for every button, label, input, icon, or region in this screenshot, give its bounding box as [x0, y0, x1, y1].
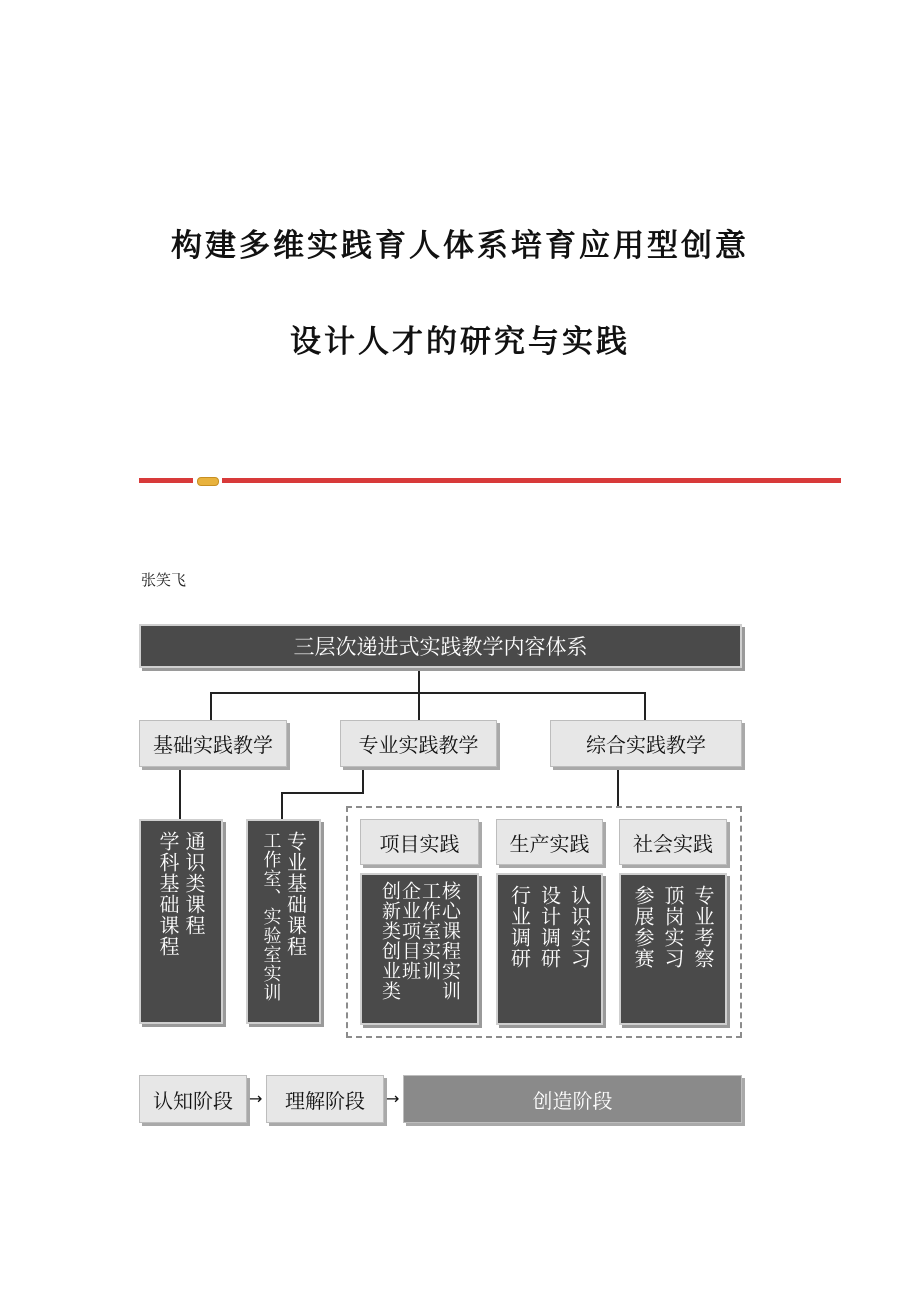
stage-understanding: 理解阶段: [266, 1075, 384, 1123]
social-item-3: 参展参赛: [631, 885, 655, 969]
stage-creation: 创造阶段: [403, 1075, 742, 1123]
studio-training-col-1: 专业基础课程: [283, 831, 308, 957]
arrow-right-icon: →: [386, 1089, 400, 1108]
connector-prof-to-studio: [281, 792, 283, 819]
diagram-root-title: 三层次递进式实践教学内容体系: [139, 624, 742, 668]
level1-comprehensive-practice: 综合实践教学: [550, 720, 742, 767]
document-title-line-2: 设计人才的研究与实践: [290, 324, 630, 360]
connector-to-basic: [210, 692, 212, 722]
social-item-1: 专业考察: [691, 885, 715, 969]
author-name: 张笑飞: [141, 571, 187, 589]
connector-root-down: [418, 668, 420, 693]
studio-training-col-2: 工作室、实验室实训: [260, 831, 282, 1002]
project-item-2: 工作室实训: [419, 881, 441, 981]
level1-professional-practice: 专业实践教学: [340, 720, 497, 767]
project-item-4: 创新类创业类: [379, 881, 401, 1001]
production-practice-items: [496, 873, 603, 1025]
project-item-1: 核心课程实训: [439, 881, 461, 1001]
stage-cognition: 认知阶段: [139, 1075, 247, 1123]
category-social-practice: 社会实践: [619, 819, 727, 865]
connector-prof-horizontal: [281, 792, 364, 794]
project-practice-items: [360, 873, 479, 1025]
connector-comp-to-practice: [617, 767, 619, 807]
social-practice-items: [619, 873, 727, 1025]
connector-prof-down: [362, 767, 364, 793]
production-item-1: 认识实习: [567, 885, 592, 969]
production-item-3: 行业调研: [507, 885, 532, 969]
connector-basic-to-general: [179, 767, 181, 819]
category-project-practice: 项目实践: [360, 819, 479, 865]
connector-to-professional: [418, 692, 420, 722]
general-courses-col-2: 学科基础课程: [156, 831, 180, 957]
connector-horizontal: [210, 692, 646, 694]
level1-basic-practice: 基础实践教学: [139, 720, 287, 767]
project-item-3: 企业项目班: [399, 881, 421, 981]
arrow-right-icon: →: [249, 1089, 263, 1108]
production-item-2: 设计调研: [537, 885, 562, 969]
document-title-line-1: 构建多维实践育人体系培育应用型创意: [171, 228, 749, 264]
social-item-2: 顶岗实习: [661, 885, 685, 969]
studio-training-box: [246, 819, 321, 1024]
category-production-practice: 生产实践: [496, 819, 603, 865]
general-courses-col-1: 通识类课程: [182, 831, 206, 936]
general-courses-box: [139, 819, 223, 1024]
connector-to-comprehensive: [644, 692, 646, 722]
